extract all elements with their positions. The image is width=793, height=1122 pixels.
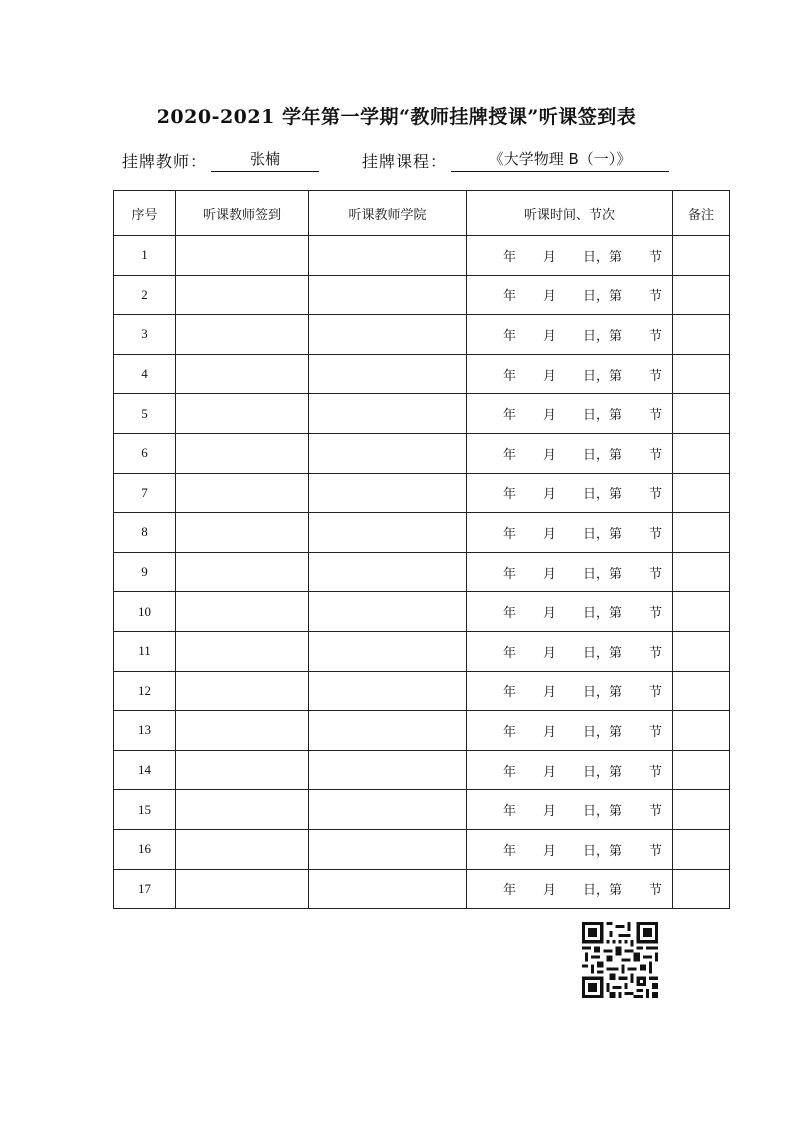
- table-row: [114, 750, 730, 790]
- time-cell[interactable]: [467, 513, 673, 553]
- date-part-label: 月: [542, 724, 556, 740]
- remarks-cell[interactable]: [673, 275, 730, 315]
- signature-cell[interactable]: [176, 275, 309, 315]
- remarks-cell[interactable]: [673, 829, 730, 869]
- date-part-label: 年: [503, 408, 517, 424]
- row-index: 16: [114, 829, 176, 869]
- college-cell[interactable]: [309, 552, 467, 592]
- row-index: 3: [114, 315, 176, 355]
- date-part-label: 月: [542, 685, 556, 701]
- date-part-label: 日，第: [582, 843, 622, 859]
- time-cell[interactable]: [467, 315, 673, 355]
- date-part-label: 月: [542, 408, 556, 424]
- header-time: 听课时间、节次: [467, 191, 673, 236]
- date-fields: [467, 642, 672, 661]
- teacher-value: 张楠: [211, 148, 319, 172]
- signature-cell[interactable]: [176, 433, 309, 473]
- date-fields: [467, 681, 672, 700]
- date-part-label: 日，第: [582, 645, 622, 661]
- table-row: [114, 433, 730, 473]
- date-part-label: 节: [648, 724, 662, 740]
- course-label: 挂牌课程：: [362, 152, 448, 171]
- signature-cell[interactable]: [176, 869, 309, 909]
- row-index: 12: [114, 671, 176, 711]
- date-part-label: 年: [503, 685, 517, 701]
- remarks-cell[interactable]: [673, 433, 730, 473]
- date-part-label: 月: [542, 764, 556, 780]
- date-part-label: 年: [503, 447, 517, 463]
- row-index: 4: [114, 354, 176, 394]
- row-index: 8: [114, 513, 176, 553]
- date-part-label: 日，第: [582, 685, 622, 701]
- college-cell[interactable]: [309, 473, 467, 513]
- table-row: [114, 790, 730, 830]
- remarks-cell[interactable]: [673, 394, 730, 434]
- table-row: [114, 631, 730, 671]
- date-part-label: 年: [503, 566, 517, 582]
- date-fields: [467, 840, 672, 859]
- table-row: [114, 552, 730, 592]
- date-part-label: 节: [648, 764, 662, 780]
- date-part-label: 节: [648, 447, 662, 463]
- date-fields: [467, 404, 672, 423]
- time-cell[interactable]: [467, 711, 673, 751]
- signature-cell[interactable]: [176, 394, 309, 434]
- date-fields: [467, 602, 672, 621]
- date-fields: [467, 761, 672, 780]
- date-part-label: 节: [648, 526, 662, 542]
- date-part-label: 节: [648, 883, 662, 899]
- signature-cell[interactable]: [176, 829, 309, 869]
- date-fields: [467, 483, 672, 502]
- date-part-label: 月: [542, 645, 556, 661]
- signature-cell[interactable]: [176, 236, 309, 276]
- date-fields: [467, 563, 672, 582]
- date-part-label: 年: [503, 764, 517, 780]
- date-part-label: 日，第: [582, 606, 622, 622]
- date-part-label: 月: [542, 883, 556, 899]
- date-part-label: 日，第: [582, 724, 622, 740]
- row-index: 13: [114, 711, 176, 751]
- course-value: 《大学物理 B（一）》: [451, 148, 669, 172]
- date-part-label: 月: [542, 249, 556, 265]
- time-cell[interactable]: [467, 473, 673, 513]
- signature-cell[interactable]: [176, 354, 309, 394]
- table-row: [114, 592, 730, 632]
- table-header-row: [114, 191, 730, 236]
- time-cell[interactable]: [467, 433, 673, 473]
- signature-cell[interactable]: [176, 552, 309, 592]
- date-part-label: 日，第: [582, 526, 622, 542]
- page-title: 2020-2021 学年第一学期“教师挂牌授课”听课签到表: [156, 106, 637, 128]
- row-index: 6: [114, 433, 176, 473]
- time-cell[interactable]: [467, 592, 673, 632]
- remarks-cell[interactable]: [673, 711, 730, 751]
- college-cell[interactable]: [309, 671, 467, 711]
- time-cell[interactable]: [467, 552, 673, 592]
- date-part-label: 日，第: [582, 368, 622, 384]
- date-part-label: 年: [503, 289, 517, 305]
- remarks-cell[interactable]: [673, 354, 730, 394]
- college-cell[interactable]: [309, 275, 467, 315]
- date-part-label: 日，第: [582, 289, 622, 305]
- date-part-label: 年: [503, 526, 517, 542]
- college-cell[interactable]: [309, 236, 467, 276]
- row-index: 9: [114, 552, 176, 592]
- signature-cell[interactable]: [176, 592, 309, 632]
- time-cell[interactable]: [467, 631, 673, 671]
- college-cell[interactable]: [309, 433, 467, 473]
- time-cell[interactable]: [467, 790, 673, 830]
- remarks-cell[interactable]: [673, 592, 730, 632]
- header-signature: 听课教师签到: [176, 191, 309, 236]
- row-index: 15: [114, 790, 176, 830]
- date-part-label: 月: [542, 447, 556, 463]
- date-part-label: 年: [503, 724, 517, 740]
- table-row: [114, 711, 730, 751]
- date-part-label: 节: [648, 408, 662, 424]
- date-part-label: 节: [648, 249, 662, 265]
- remarks-cell[interactable]: [673, 473, 730, 513]
- table-row: [114, 829, 730, 869]
- teacher-label: 挂牌教师：: [122, 152, 208, 171]
- date-part-label: 月: [542, 289, 556, 305]
- college-cell[interactable]: [309, 315, 467, 355]
- teacher-info: [122, 146, 319, 172]
- date-part-label: 日，第: [582, 328, 622, 344]
- header-remarks: 备注: [673, 191, 730, 236]
- row-index: 1: [114, 236, 176, 276]
- date-part-label: 年: [503, 883, 517, 899]
- date-part-label: 日，第: [582, 764, 622, 780]
- time-cell[interactable]: [467, 869, 673, 909]
- date-part-label: 年: [503, 606, 517, 622]
- row-index: 5: [114, 394, 176, 434]
- signature-cell[interactable]: [176, 315, 309, 355]
- remarks-cell[interactable]: [673, 631, 730, 671]
- row-index: 10: [114, 592, 176, 632]
- row-index: 14: [114, 750, 176, 790]
- row-index: 11: [114, 631, 176, 671]
- signature-cell[interactable]: [176, 631, 309, 671]
- date-part-label: 月: [542, 368, 556, 384]
- date-part-label: 节: [648, 804, 662, 820]
- signature-cell[interactable]: [176, 473, 309, 513]
- table-row: [114, 473, 730, 513]
- signature-cell[interactable]: [176, 513, 309, 553]
- college-cell[interactable]: [309, 513, 467, 553]
- date-fields: [467, 444, 672, 463]
- date-part-label: 月: [542, 328, 556, 344]
- time-cell[interactable]: [467, 829, 673, 869]
- time-cell[interactable]: [467, 236, 673, 276]
- college-cell[interactable]: [309, 711, 467, 751]
- date-part-label: 节: [648, 487, 662, 503]
- date-part-label: 节: [648, 328, 662, 344]
- date-part-label: 节: [648, 566, 662, 582]
- remarks-cell[interactable]: [673, 552, 730, 592]
- table-row: [114, 236, 730, 276]
- college-cell[interactable]: [309, 354, 467, 394]
- date-part-label: 节: [648, 606, 662, 622]
- date-part-label: 年: [503, 368, 517, 384]
- header-college: 听课教师学院: [309, 191, 467, 236]
- date-fields: [467, 365, 672, 384]
- date-part-label: 年: [503, 487, 517, 503]
- row-index: 7: [114, 473, 176, 513]
- date-part-label: 节: [648, 843, 662, 859]
- date-part-label: 日，第: [582, 487, 622, 503]
- remarks-cell[interactable]: [673, 790, 730, 830]
- course-info: [362, 146, 669, 172]
- college-cell[interactable]: [309, 790, 467, 830]
- date-part-label: 日，第: [582, 566, 622, 582]
- signature-cell[interactable]: [176, 790, 309, 830]
- date-part-label: 年: [503, 249, 517, 265]
- date-part-label: 年: [503, 645, 517, 661]
- qr-code-icon: [582, 922, 658, 998]
- remarks-cell[interactable]: [673, 750, 730, 790]
- table-row: [114, 869, 730, 909]
- date-part-label: 节: [648, 368, 662, 384]
- table-row: [114, 354, 730, 394]
- date-fields: [467, 800, 672, 819]
- date-part-label: 日，第: [582, 447, 622, 463]
- date-part-label: 节: [648, 289, 662, 305]
- remarks-cell[interactable]: [673, 869, 730, 909]
- date-fields: [467, 325, 672, 344]
- date-fields: [467, 246, 672, 265]
- date-part-label: 月: [542, 606, 556, 622]
- remarks-cell[interactable]: [673, 513, 730, 553]
- date-part-label: 日，第: [582, 249, 622, 265]
- signature-cell[interactable]: [176, 711, 309, 751]
- date-part-label: 节: [648, 645, 662, 661]
- date-part-label: 月: [542, 487, 556, 503]
- college-cell[interactable]: [309, 631, 467, 671]
- college-cell[interactable]: [309, 592, 467, 632]
- college-cell[interactable]: [309, 869, 467, 909]
- time-cell[interactable]: [467, 354, 673, 394]
- college-cell[interactable]: [309, 750, 467, 790]
- date-part-label: 日，第: [582, 804, 622, 820]
- row-index: 17: [114, 869, 176, 909]
- college-cell[interactable]: [309, 829, 467, 869]
- date-part-label: 月: [542, 843, 556, 859]
- date-fields: [467, 721, 672, 740]
- row-index: 2: [114, 275, 176, 315]
- header-index: 序号: [114, 191, 176, 236]
- time-cell[interactable]: [467, 750, 673, 790]
- remarks-cell[interactable]: [673, 236, 730, 276]
- date-part-label: 节: [648, 685, 662, 701]
- date-fields: [467, 879, 672, 898]
- date-part-label: 日，第: [582, 883, 622, 899]
- date-part-label: 月: [542, 526, 556, 542]
- time-cell[interactable]: [467, 275, 673, 315]
- table-row: [114, 315, 730, 355]
- sign-in-table: [113, 190, 730, 909]
- date-part-label: 年: [503, 843, 517, 859]
- college-cell[interactable]: [309, 394, 467, 434]
- table-row: [114, 394, 730, 434]
- date-part-label: 月: [542, 804, 556, 820]
- time-cell[interactable]: [467, 394, 673, 434]
- table-row: [114, 275, 730, 315]
- date-part-label: 日，第: [582, 408, 622, 424]
- remarks-cell[interactable]: [673, 315, 730, 355]
- date-part-label: 年: [503, 804, 517, 820]
- remarks-cell[interactable]: [673, 671, 730, 711]
- date-fields: [467, 523, 672, 542]
- time-cell[interactable]: [467, 671, 673, 711]
- table-row: [114, 513, 730, 553]
- signature-cell[interactable]: [176, 750, 309, 790]
- table-row: [114, 671, 730, 711]
- signature-cell[interactable]: [176, 671, 309, 711]
- date-part-label: 月: [542, 566, 556, 582]
- date-part-label: 年: [503, 328, 517, 344]
- date-fields: [467, 285, 672, 304]
